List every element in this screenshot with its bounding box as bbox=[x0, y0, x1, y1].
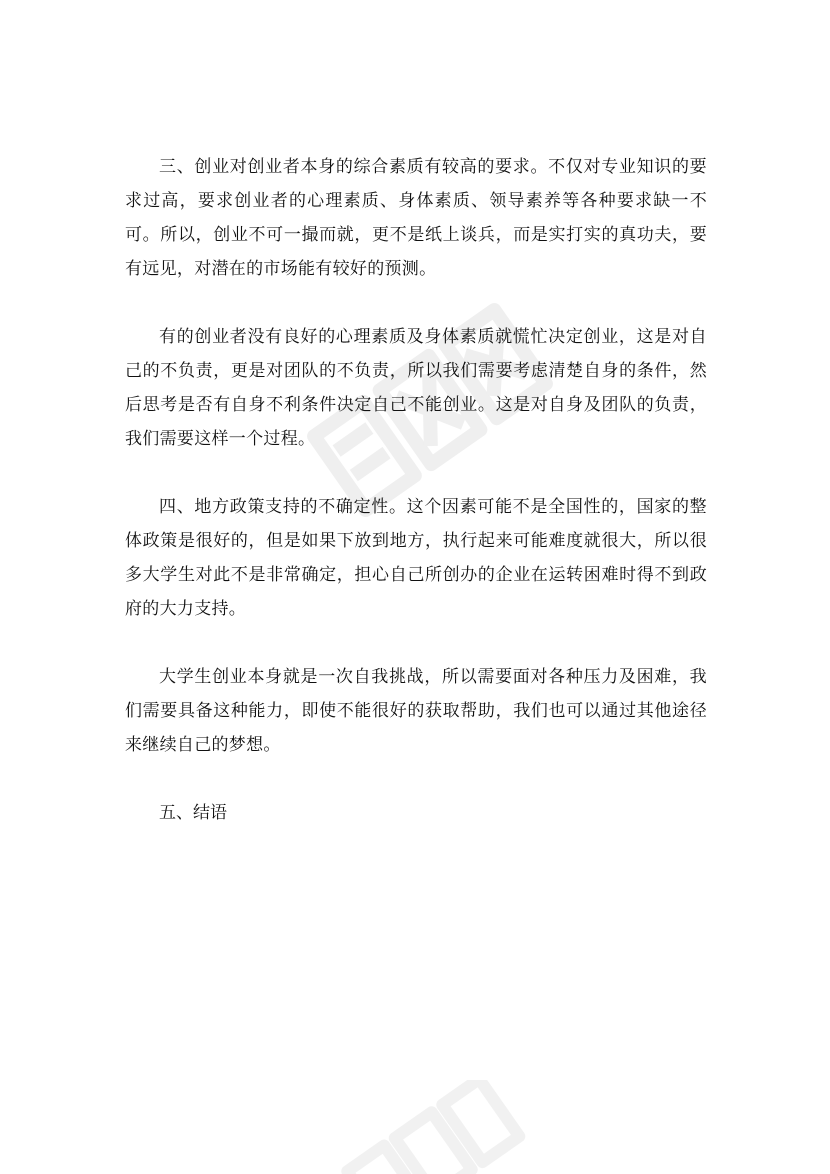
paragraph-3: 四、地方政策支持的不确定性。这个因素可能不是全国性的，国家的整体政策是很好的，但是如果下放到地方，执行起来可能难度就很大，所以很多大学生对此不是非常确定，担心自己所创办的企业在运转困难时得不到政府的大力支持。 bbox=[125, 497, 707, 619]
paragraph-1: 三、创业对创业者本身的综合素质有较高的要求。不仅对专业知识的要求过高，要求创业者的心理素质、身体素质、领导素养等各种要求缺一不可。所以，创业不可一撮而就，更不是纸上谈兵，而是实打实的真功夫，要有远见，对潜在的市场能有较好的预测。 bbox=[125, 157, 707, 279]
paragraph-gap bbox=[125, 626, 707, 660]
paragraph-4: 大学生创业本身就是一次自我挑战，所以需要面对各种压力及困难，我们需要具备这种能力，即使不能很好的获取帮助，我们也可以通过其他途径来继续自己的梦想。 bbox=[125, 667, 707, 755]
document-body bbox=[125, 150, 707, 830]
paragraph-gap bbox=[125, 286, 707, 320]
paragraph-2: 有的创业者没有良好的心理素质及身体素质就慌忙决定创业，这是对自己的不负责，更是对团队的不负责，所以我们需要考虑清楚自身的条件，然后思考是否有自身不利条件决定自己不能创业。这是对自身及团队的负责，我们需要这样一个过程。 bbox=[125, 327, 707, 449]
section-heading-conclusion: 五、结语 bbox=[159, 803, 227, 823]
paragraph-gap bbox=[125, 456, 707, 490]
watermark-logo-bottom bbox=[330, 1080, 530, 1174]
paragraph-gap bbox=[125, 762, 707, 796]
